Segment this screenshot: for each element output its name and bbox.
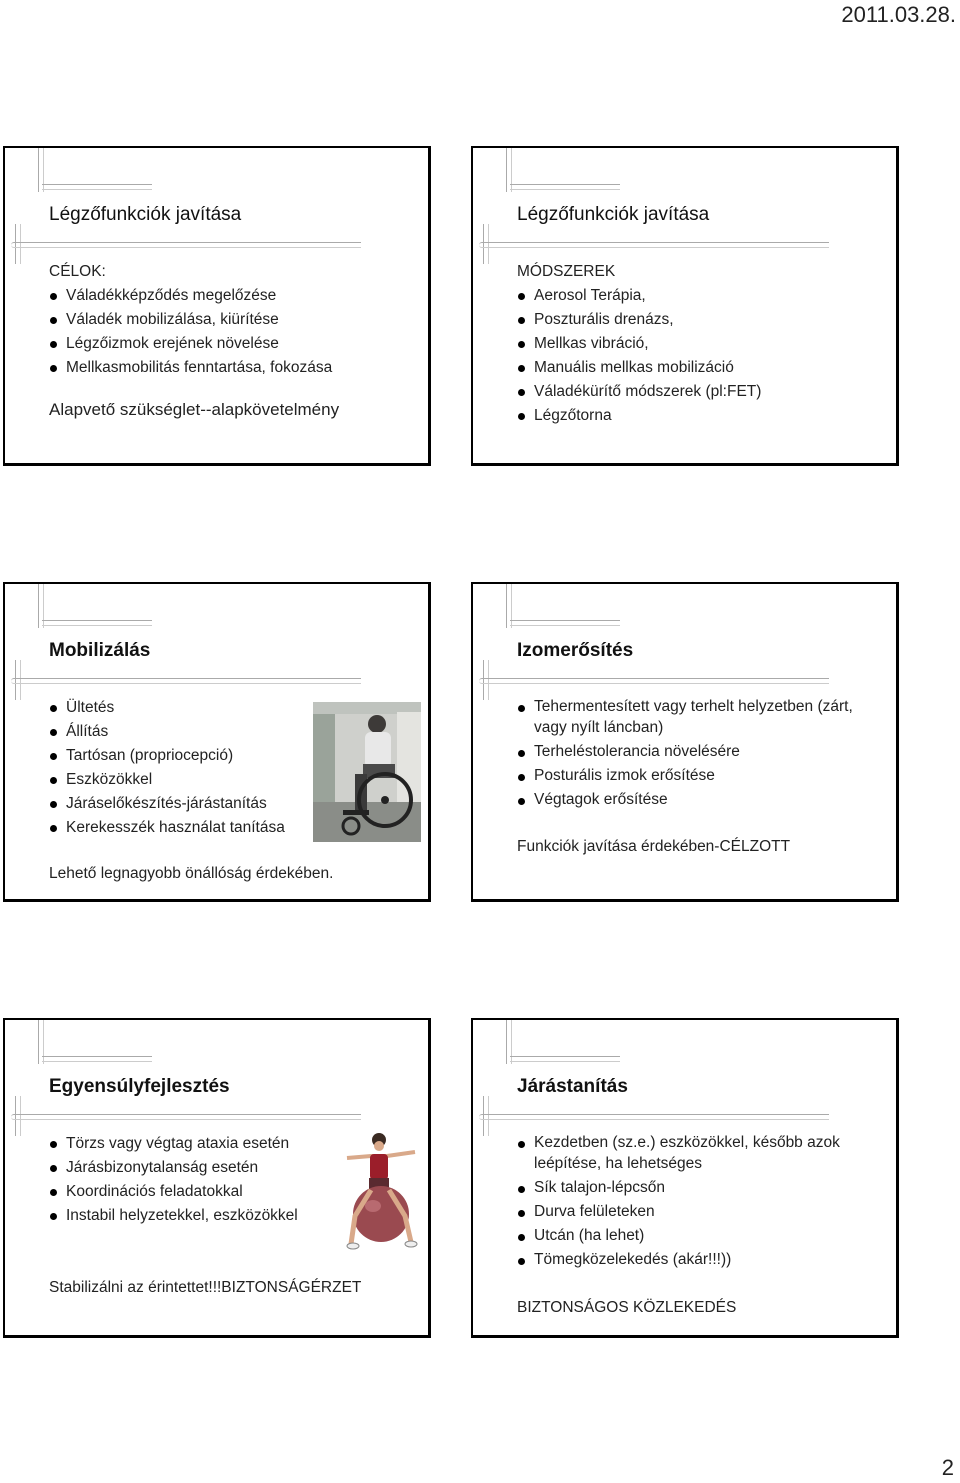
slide-5	[3, 1018, 431, 1338]
bullet-item: Járáselőkészítés-járástanítás	[49, 792, 333, 816]
bullet-item: Tömegközelekedés (akár!!!))	[517, 1249, 867, 1270]
decorative-line	[42, 1056, 152, 1062]
bullet-item: Tartósan (propriocepció)	[49, 744, 333, 768]
slide-body	[49, 260, 339, 422]
slide-footer: BIZTONSÁGOS KÖZLEKEDÉS	[517, 1299, 737, 1316]
bullet-item: Váladékürítő módszerek (pl:FET)	[517, 380, 761, 404]
bullet-item: Aerosol Terápia,	[517, 284, 761, 308]
slide-2	[471, 146, 899, 466]
slide-title: Mobilizálás	[49, 640, 151, 661]
decorative-line	[479, 1114, 829, 1120]
slide-body	[517, 260, 761, 428]
slide-4	[471, 582, 899, 902]
slide-body	[49, 1132, 361, 1300]
slide-intro: MÓDSZEREK	[517, 263, 616, 280]
slide-6	[471, 1018, 899, 1338]
bullet-item: Váladék mobilizálása, kiürítése	[49, 308, 339, 332]
bullet-item: Poszturális drenázs,	[517, 308, 761, 332]
slide-body	[517, 1132, 867, 1318]
bullet-item: Utcán (ha lehet)	[517, 1225, 867, 1246]
slide-intro: CÉLOK:	[49, 263, 106, 280]
bullet-item: Mellkasmobilitás fenntartása, fokozása	[49, 356, 339, 380]
bullet-item: Sík talajon-lépcsőn	[517, 1177, 867, 1198]
bullet-list	[517, 696, 857, 810]
page-date: 2011.03.28.	[841, 2, 956, 27]
bullet-item: Kezdetben (sz.e.) eszközökkel, később azok leépítése, ha lehetséges	[517, 1132, 867, 1174]
bullet-item: Posturális izmok erősítése	[517, 765, 857, 786]
wheelchair-photo	[313, 702, 421, 842]
slide-title: Légzőfunkciók javítása	[517, 204, 710, 225]
decorative-line	[11, 678, 361, 684]
bullet-item: Váladékképződés megelőzése	[49, 284, 339, 308]
slide-1	[3, 146, 431, 466]
bullet-item: Koordinációs feladatokkal	[49, 1180, 361, 1204]
slide-footer: Lehető legnagyobb önállóság érdekében.	[49, 865, 334, 882]
slide-3	[3, 582, 431, 902]
slide-footer: Stabilizálni az érintettet!!!BIZTONSÁGÉRZET	[49, 1279, 362, 1296]
decorative-line	[11, 242, 361, 248]
slide-title: Légzőfunkciók javítása	[49, 204, 242, 225]
slide-body	[517, 696, 857, 857]
slide-body	[49, 696, 333, 886]
slide-title: Járástanítás	[517, 1076, 628, 1097]
bullet-item: Kerekesszék használat tanítása	[49, 816, 333, 840]
bullet-item: Instabil helyzetekkel, eszközökkel	[49, 1204, 361, 1228]
slide-title: Izomerősítés	[517, 640, 634, 661]
bullet-list	[49, 1132, 361, 1228]
bullet-item: Terheléstolerancia növelésére	[517, 741, 857, 762]
bullet-item: Légzőizmok erejének növelése	[49, 332, 339, 356]
bullet-item: Végtagok erősítése	[517, 789, 857, 810]
decorative-line	[510, 1056, 620, 1062]
decorative-line	[42, 620, 152, 626]
bullet-list	[517, 1132, 867, 1270]
bullet-item: Mellkas vibráció,	[517, 332, 761, 356]
bullet-list	[49, 284, 339, 380]
slide-footer: Alapvető szükséglet--alapkövetelmény	[49, 400, 340, 419]
bullet-list	[517, 284, 761, 428]
slide-title: Egyensúlyfejlesztés	[49, 1076, 230, 1097]
decorative-line	[11, 1114, 361, 1120]
bullet-item: Eszközökkel	[49, 768, 333, 792]
bullet-item: Törzs vagy végtag ataxia esetén	[49, 1132, 361, 1156]
bullet-item: Durva felületeken	[517, 1201, 867, 1222]
page-number: 2	[941, 1455, 954, 1480]
bullet-item: Állítás	[49, 720, 333, 744]
decorative-line	[479, 242, 829, 248]
bullet-item: Tehermentesített vagy terhelt helyzetben (zárt, vagy nyílt láncban)	[517, 696, 857, 738]
decorative-line	[510, 620, 620, 626]
decorative-line	[479, 678, 829, 684]
decorative-line	[42, 184, 152, 190]
bullet-item: Manuális mellkas mobilizáció	[517, 356, 761, 380]
bullet-item: Ültetés	[49, 696, 333, 720]
balance-ball-photo	[341, 1132, 421, 1250]
bullet-item: Járásbizonytalanság esetén	[49, 1156, 361, 1180]
slide-footer: Funkciók javítása érdekében-CÉLZOTT	[517, 838, 791, 855]
bullet-item: Légzőtorna	[517, 404, 761, 428]
decorative-line	[510, 184, 620, 190]
bullet-list	[49, 696, 333, 840]
